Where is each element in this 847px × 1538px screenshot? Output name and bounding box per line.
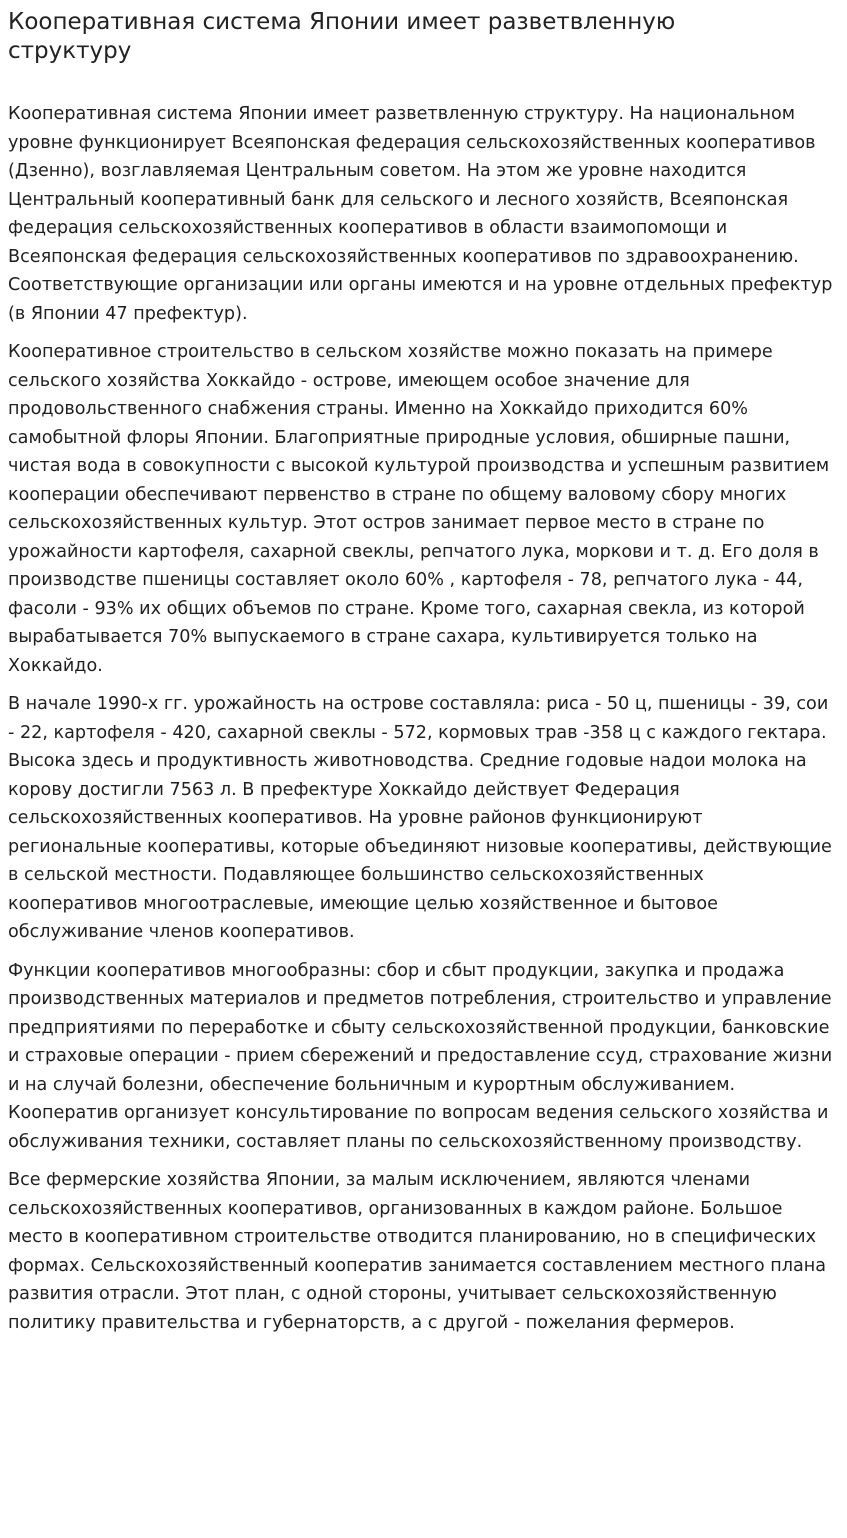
article-paragraph: Кооперативная система Японии имеет разветвленную структуру. На национальном уровне функционирует Всеяпонская федерация сельскохозяйственных кооперативов (Дзенно), возглавляемая Центральным советом. На этом же уровне находится Центральный кооперативный банк для сельского и лесного хозяйств, Всеяпонская федерация сельскохозяйственных кооперативов в области взаимопомощи и Всеяпонская федерация сельскохозяйственных кооперативов по здравоохранению. Соответствующие организации или органы имеются и на уровне отдельных префектур (в Японии 47 префектур). [8,104,833,324]
article-paragraph: Все фермерские хозяйства Японии, за малым исключением, являются членами сельскохозяйственных кооперативов, организованных в каждом районе. Большое место в кооперативном строительстве отводится планированию, но в специфических формах. Сельскохозяйственный кооператив занимается составлением местного плана развития отрасли. Этот план, с одной стороны, учитывает сельскохозяйственную политику правительства и губернаторств, а с другой - пожелания фермеров. [8,1170,827,1333]
article-paragraph: В начале 1990-х гг. урожайность на острове составляла: риса - 50 ц, пшеницы - 39, сои - 22, картофеля - 420, сахарной свеклы - 572, кормовых трав -358 ц с каждого гектара. Высока здесь и продуктивность животноводства. Средние годовые надои молока на корову достигли 7563 л. В префектуре Хоккайдо действует Федерация сельскохозяйственных кооперативов. На уровне районов функционируют региональные кооперативы, которые объединяют низовые кооперативы, действующие в сельской местности. Подавляющее большинство сельскохозяйственных кооперативов многоотраслевые, имеющие целью хозяйственное и бытовое обслуживание членов кооперативов. [8,694,832,942]
article-title: Кооперативная система Японии имеет разветвленную структуру [8,9,676,64]
article-paragraph: Кооперативное строительство в сельском хозяйстве можно показать на примере сельского хозяйства Хоккайдо - острове, имеющем особое значение для продовольственного снабжения страны. Именно на Хоккайдо приходится 60% самобытной флоры Японии. Благоприятные природные условия, обширные пашни, чистая вода в совокупности с высокой культурой производства и успешным развитием кооперации обеспечивают первенство в стране по общему валовому сбору многих сельскохозяйственных культур. Этот остров занимает первое место в стране по урожайности картофеля, сахарной свеклы, репчатого лука, моркови и т. д. Его доля в производстве пшеницы составляет около 60% , картофеля - 78, репчатого лука - 44, фасоли - 93% их общих объемов по стране. Кроме того, сахарная свекла, из которой вырабатывается 70% выпускаемого в стране сахара, культивируется только на Хоккайдо. [8,342,830,676]
article-paragraph: Функции кооперативов многообразны: сбор и сбыт продукции, закупка и продажа производственных материалов и предметов потребления, строительство и управление предприятиями по переработке и сбыту сельскохозяйственной продукции, банковские и страховые операции - прием сбережений и предоставление ссуд, страхование жизни и на случай болезни, обеспечение больничным и курортным обслуживанием. Кооператив организует консультирование по вопросам ведения сельского хозяйства и обслуживания техники, составляет планы по сельскохозяйственному производству. [8,960,833,1152]
